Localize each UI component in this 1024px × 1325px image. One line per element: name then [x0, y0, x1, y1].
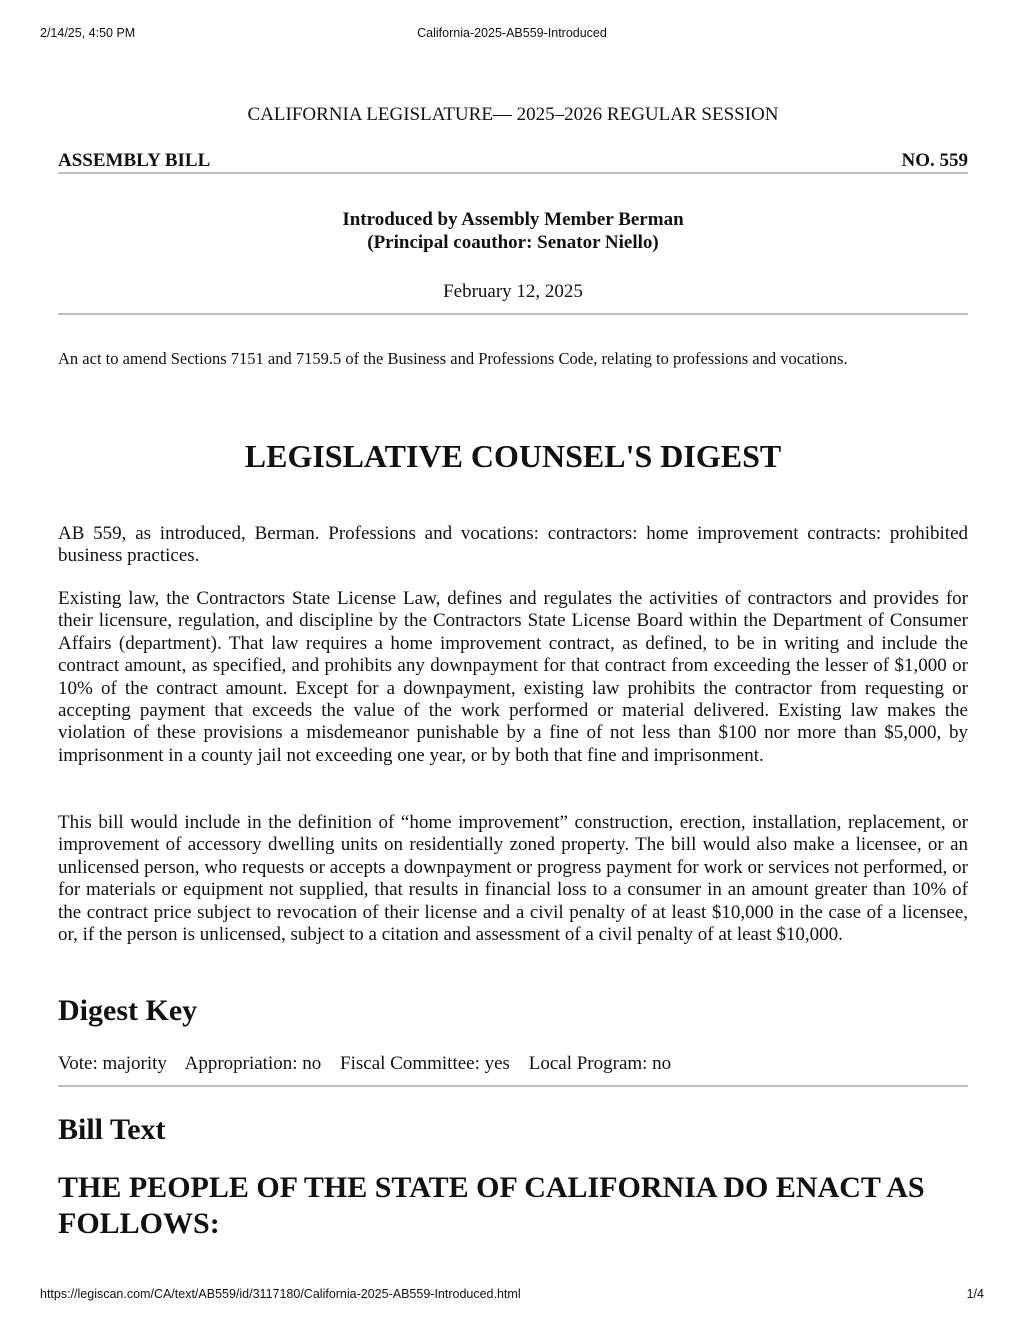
bill-type: ASSEMBLY BILL	[58, 150, 211, 171]
print-doc-title: California-2025-AB559-Introduced	[417, 26, 607, 40]
print-footer	[40, 1287, 984, 1303]
divider	[58, 172, 968, 174]
source-url[interactable]: https://legiscan.com/CA/text/AB559/id/3117180/California-2025-AB559-Introduced.html	[40, 1287, 521, 1301]
digest-paragraph: Existing law, the Contractors State License Law, defines and regulates the activities of contractors and provides for their licensure, regulation, and discipline by the Contractors State License Board within the Department of Consumer Affairs (department). That law requires a home improvement contract, as defined, to be in writing and include the contract amount, as specified, and prohibits any downpayment for that contract from exceeding the lesser of $1,000 or 10% of the contract amount. Except for a downpayment, existing law prohibits the contractor from requesting or accepting payment that exceeds the value of the work performed or material delivered. Existing law makes the violation of these provisions a misdemeanor punishable by a fine of not less than $100 nor more than $5,000, by imprisonment in a county jail not exceeding one year, or by both that fine and imprisonment.	[58, 588, 968, 766]
digest-key-title: Digest Key	[58, 994, 198, 1027]
divider	[58, 313, 968, 315]
introduction-block	[58, 208, 968, 254]
digest-key-values	[58, 1053, 685, 1075]
digest-paragraph: AB 559, as introduced, Berman. Professions and vocations: contractors: home improvement contracts: prohibited business practices.	[58, 523, 968, 567]
print-datetime: 2/14/25, 4:50 PM	[40, 26, 136, 40]
appropriation-value: Appropriation: no	[184, 1053, 322, 1074]
session-heading: CALIFORNIA LEGISLATURE— 2025–2026 REGULAR SESSION	[247, 104, 779, 125]
bill-text-title: Bill Text	[58, 1113, 166, 1146]
fiscal-committee-value: Fiscal Committee: yes	[340, 1053, 510, 1074]
print-header	[40, 26, 984, 42]
vote-value: Vote: majority	[58, 1053, 167, 1074]
digest-title: LEGISLATIVE COUNSEL'S DIGEST	[244, 438, 782, 474]
digest-paragraph: This bill would include in the definition of “home improvement” construction, erection, installation, replacement, or improvement of accessory dwelling units on residentially zoned property. The bill would also make a licensee, or an unlicensed person, who requests or accepts a downpayment or progress payment for work or services not performed, or for materials or equipment not supplied, that results in financial loss to a consumer in an amount greater than 10% of the contract price subject to revocation of their license and a civil penalty of at least $10,000 in the case of a licensee, or, if the person is unlicensed, subject to a citation and assessment of a civil penalty of at least $10,000.	[58, 812, 968, 946]
act-description: An act to amend Sections 7151 and 7159.5 of the Business and Professions Code, relating to professions and vocations.	[58, 349, 848, 368]
page-number: 1/4	[966, 1287, 984, 1301]
divider	[58, 1085, 968, 1087]
bill-id-row	[58, 150, 968, 172]
enacting-clause: THE PEOPLE OF THE STATE OF CALIFORNIA DO ENACT AS FOLLOWS:	[58, 1171, 925, 1240]
introduced-by: Introduced by Assembly Member Berman	[342, 209, 684, 230]
local-program-value: Local Program: no	[528, 1053, 672, 1074]
principal-coauthor: (Principal coauthor: Senator Niello)	[367, 232, 659, 253]
bill-number: NO. 559	[901, 150, 968, 171]
introduced-date: February 12, 2025	[443, 281, 583, 302]
